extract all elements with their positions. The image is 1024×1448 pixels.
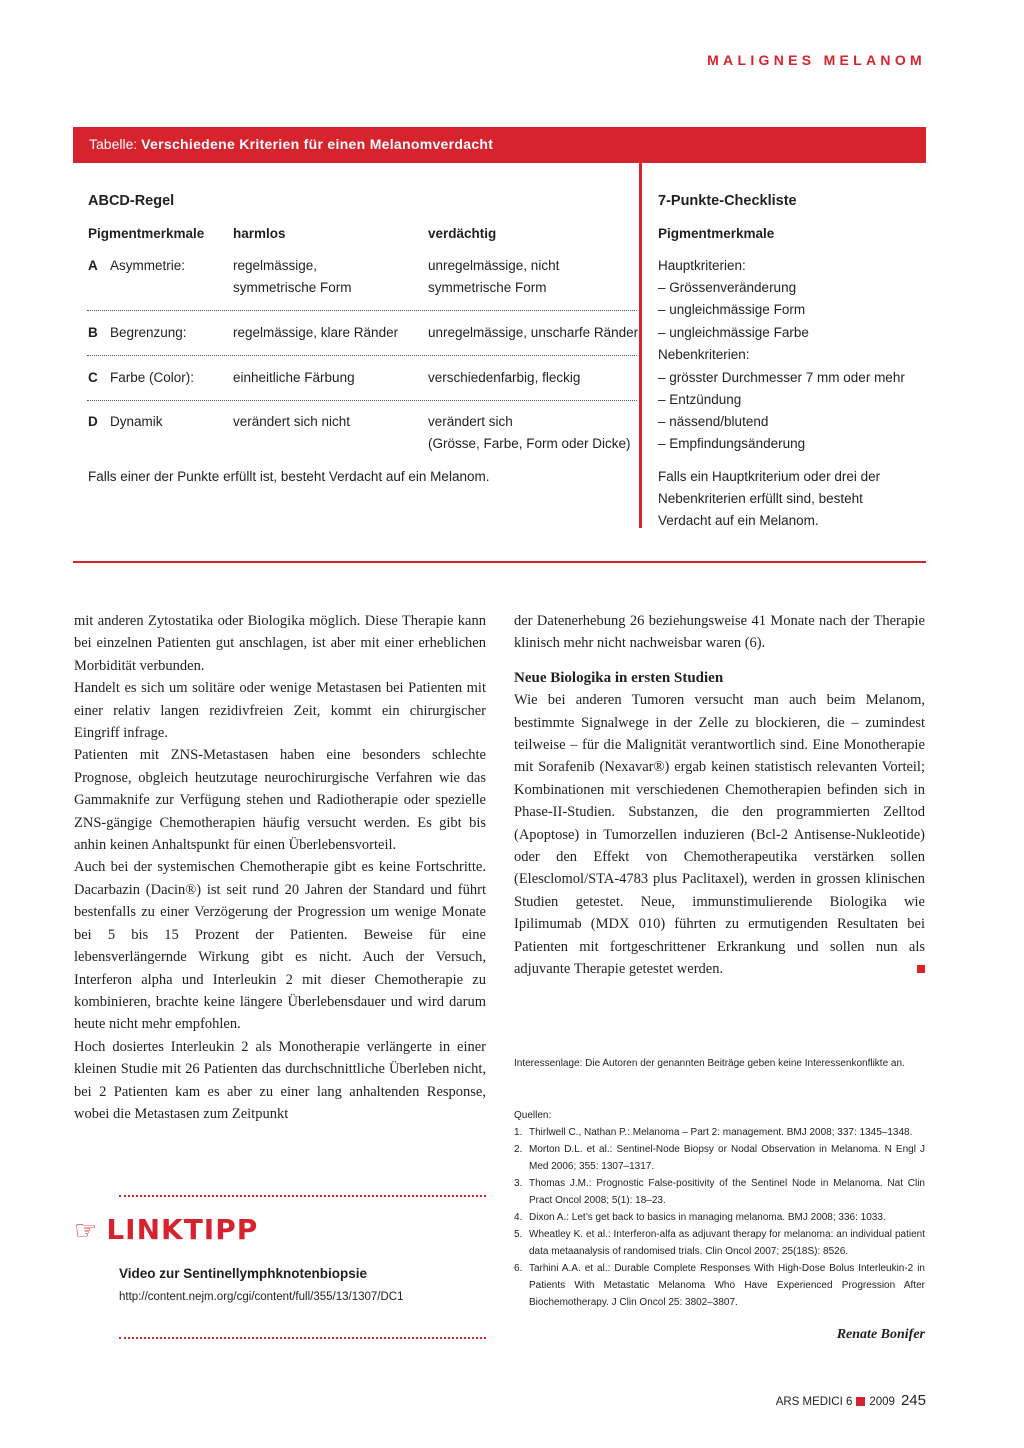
abcd-col-header: harmlos xyxy=(233,226,286,241)
reference-item: 1. Thirlwell C., Nathan P.: Melanoma – Part 2: management. BMJ 2008; 337: 1345–1348. xyxy=(514,1127,913,1138)
references xyxy=(514,1107,925,1311)
abcd-cell: unregelmässige, nicht xyxy=(428,258,560,273)
checklist-note: Nebenkriterien erfüllt sind, besteht xyxy=(658,491,863,506)
references-label: Quellen: xyxy=(514,1110,552,1121)
linktipp-top-rule xyxy=(119,1195,486,1197)
linktipp-video-title: Video zur Sentinellymphknotenbiopsie xyxy=(119,1266,368,1281)
linktipp-title xyxy=(74,1213,258,1246)
table-label: Tabelle: xyxy=(89,136,138,152)
checklist-line: Hauptkriterien: xyxy=(658,258,746,273)
abcd-cell: verschiedenfarbig, fleckig xyxy=(428,370,581,385)
section-title: MALIGNES MELANOM xyxy=(707,52,926,68)
table-title: Verschiedene Kriterien für einen Melanomverdacht xyxy=(141,136,494,152)
abcd-cell: (Grösse, Farbe, Form oder Dicke) xyxy=(428,436,631,451)
paragraph: mit anderen Zytostatika oder Biologika möglich. Diese Therapie kann bei einzelnen Patienten gut anschlagen, ist aber mit einer erheblichen Morbidität verbunden. xyxy=(74,613,486,674)
abcd-row-name: Dynamik xyxy=(110,414,163,429)
checklist-line: – ungleichmässige Form xyxy=(658,302,806,317)
body-column-right xyxy=(514,610,925,981)
abcd-row-letter: C xyxy=(88,370,98,385)
checklist-note: Falls ein Hauptkriterium oder drei der xyxy=(658,469,881,484)
abcd-row-name: Asymmetrie: xyxy=(110,258,186,273)
pointing-hand-icon: ☞ xyxy=(74,1216,99,1246)
row-separator xyxy=(87,355,637,356)
reference-item: 5. Wheatley K. et al.: Interferon-alfa as adjuvant therapy for melanoma: an individual patient data metaanalysis of randomised trials. Clin Oncol 2007; 25(18S): 8526. xyxy=(514,1229,925,1257)
paragraph: der Datenerhebung 26 beziehungsweise 41 Monate nach der Therapie klinisch mehr nicht nachweisbar waren (6). xyxy=(514,613,925,652)
row-separator xyxy=(87,310,637,311)
abcd-cell: symmetrische Form xyxy=(233,280,352,295)
abcd-col-header: verdächtig xyxy=(428,226,497,241)
paragraph: Auch bei der systemischen Chemotherapie gibt es keine Fortschritte. Dacarbazin (Dacin®) ist seit rund 20 Jahren der Standard und führt bestenfalls zu einer Verzögerung der Progression um wenige Monate bei 5 bis 15 Prozent der Patienten. Beweise für eine lebensverlängernde Wirkung gibt es nicht. Auch der Versuch, Interferon alpha und Interleukin 2 mit dieser Chemotherapie zu kombinieren, brachte keine längere Überlebensdauer und wird darum heute nicht mehr empfohlen. xyxy=(74,859,486,1033)
author: Renate Bonifer xyxy=(836,1327,925,1342)
table-divider xyxy=(639,163,642,528)
abcd-row-letter: B xyxy=(88,325,98,340)
section-heading: Neue Biologika in ersten Studien xyxy=(514,669,724,686)
square-icon xyxy=(856,1397,865,1406)
abcd-heading: ABCD-Regel xyxy=(88,193,175,209)
abcd-row-letter: D xyxy=(88,414,98,429)
interests-note: Interessenlage: Die Autoren der genannten Beiträge geben keine Interessenkonflikte an. xyxy=(514,1058,905,1069)
abcd-col-header: Pigmentmerkmale xyxy=(88,226,205,241)
checklist-line: – grösster Durchmesser 7 mm oder mehr xyxy=(658,370,905,385)
reference-item: 3. Thomas J.M.: Prognostic False-positivity of the Sentinel Node in Melanoma. Nat Clin Pract Oncol 2008; 5(1): 18–23. xyxy=(514,1178,925,1206)
linktipp-title-text: LINKTIPP xyxy=(106,1213,259,1246)
abcd-row-letter: A xyxy=(88,258,98,273)
body-column-left xyxy=(74,610,486,1125)
checklist-line: Nebenkriterien: xyxy=(658,347,750,362)
reference-item: 2. Morton D.L. et al.: Sentinel-Node Biopsy or Nodal Observation in Melanoma. N Engl J Med 2006; 355: 1307–1317. xyxy=(514,1144,925,1172)
paragraph: Patienten mit ZNS-Metastasen haben eine besonders schlechte Prognose, obgleich heutzutage neurochirurgische Verfahren wie das Gammaknife zur Verfügung stehen und Radiotherapie oder spezielle ZNS-gängige Chemotherapien häufig versucht werden. Es gibt bis anhin keinen Anhaltspunkt für einen Überlebensvorteil. xyxy=(74,747,486,854)
abcd-row-name: Farbe (Color): xyxy=(110,370,195,385)
page-footer xyxy=(776,1392,926,1409)
abcd-cell: verändert sich xyxy=(428,414,513,429)
reference-item: 4. Dixon A.: Let’s get back to basics in managing melanoma. BMJ 2008; 336: 1033. xyxy=(514,1212,886,1223)
abcd-note: Falls einer der Punkte erfüllt ist, besteht Verdacht auf ein Melanom. xyxy=(88,469,490,484)
abcd-cell: verändert sich nicht xyxy=(233,414,351,429)
paragraph: Handelt es sich um solitäre oder wenige Metastasen bei Patienten mit einer relativ langen rezidivfreien Zeit, kommt ein chirurgischer Eingriff infrage. xyxy=(74,680,486,742)
linktipp-url[interactable]: http://content.nejm.org/cgi/content/full/355/13/1307/DC1 xyxy=(119,1291,404,1303)
paragraph: Hoch dosiertes Interleukin 2 als Monotherapie verlängerte in einer kleinen Studie mit 26 Patienten das durchschnittliche Überleben nicht, bei 2 Patienten kam es aber zu einer lang anhaltenden Response, wobei die Metastasen zum Zeitpunkt xyxy=(74,1038,486,1122)
checklist-line: – Empfindungsänderung xyxy=(658,436,806,451)
paragraph xyxy=(514,689,925,980)
reference-item: 6. Tarhini A.A. et al.: Durable Complete Responses With High-Dose Bolus Interleukin-2 in Patients With Metastatic Melanoma Who Have Experienced Progression After Biochemotherapy. J Clin Oncol 25: 3802–3807. xyxy=(514,1263,925,1308)
journal-name: ARS MEDICI 6 xyxy=(775,1396,853,1408)
end-mark-icon xyxy=(917,965,925,973)
abcd-cell: symmetrische Form xyxy=(428,280,547,295)
checklist-heading: 7-Punkte-Checkliste xyxy=(658,193,797,209)
abcd-cell: einheitliche Färbung xyxy=(233,370,355,385)
abcd-cell: regelmässige, xyxy=(233,258,318,273)
paragraph-text: Wie bei anderen Tumoren versucht man auch beim Melanom, bestimmte Signalwege in der Zelle zu blockieren, die – zumindest teilweise – für die Malignität verantwortlich sind. Eine Monotherapie mit Sorafenib (Nexavar®) ergab keinen statistisch relevanten Vorteil; Kombinationen mit verschiedenen Chemotherapien befinden sich in Phase-II-Studien. Substanzen, die den programmierten Zelltod (Apoptose) in Tumorzellen induzieren (Bcl-2 Antisense-Nukleotide) oder den Effekt von Chemotherapeutika verstärken sollen (Elesclomol/STA-4783 plus Paclitaxel), werden in grossen klinischen Studien getestet. Neue, immunstimulierende Biologika wie Ipilimumab (MDX 010) führten zu ermutigenden Resultaten bei Patienten mit fortgeschrittener Erkrankung und sollen nun als adjuvante Therapie getestet werden. xyxy=(514,692,925,978)
table-banner xyxy=(73,127,926,163)
abcd-cell: regelmässige, klare Ränder xyxy=(233,325,399,340)
checklist-line: – ungleichmässige Farbe xyxy=(658,325,809,340)
table-bottom-rule xyxy=(73,561,926,563)
checklist-line: – nässend/blutend xyxy=(658,414,769,429)
abcd-row-name: Begrenzung: xyxy=(110,325,187,340)
checklist-note: Verdacht auf ein Melanom. xyxy=(658,513,819,528)
page-number: 245 xyxy=(900,1392,926,1409)
checklist-col-header: Pigmentmerkmale xyxy=(658,226,775,241)
checklist-line: – Entzündung xyxy=(658,392,742,407)
abcd-cell: unregelmässige, unscharfe Ränder xyxy=(428,325,639,340)
row-separator xyxy=(87,400,637,401)
journal-year: 2009 xyxy=(869,1396,895,1408)
checklist-line: – Grössenveränderung xyxy=(658,280,797,295)
linktipp-bottom-rule xyxy=(119,1337,486,1339)
